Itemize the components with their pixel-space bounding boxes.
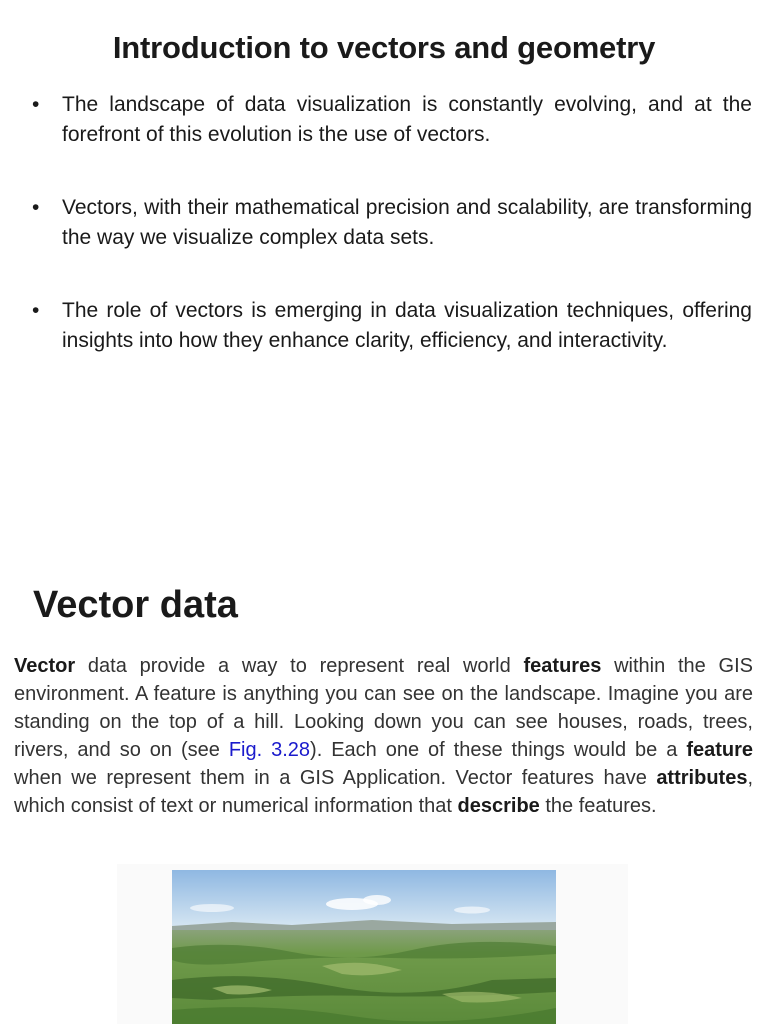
landscape-photo [172, 870, 556, 1024]
para-text: within the GIS environment. A feature is anything you can see on the landscape. Imagine you are standing on the top of a hill. Looking down you can see houses, roads, trees, rivers, and so on (see [14, 655, 753, 761]
figure-link[interactable]: Fig. 3.28 [228, 739, 311, 761]
bold-term: Vector [14, 655, 76, 677]
bullet-dot-icon: • [32, 299, 40, 322]
para-text: the features. [539, 795, 657, 817]
bold-term: features [523, 655, 602, 677]
bullet-item [32, 90, 752, 150]
intro-bullet-list [32, 90, 752, 399]
bullet-dot-icon: • [32, 196, 40, 219]
bullet-dot-icon: • [32, 93, 40, 116]
para-text: , which consist of text or numerical information that [14, 767, 753, 817]
landscape-photo-graphic [172, 870, 556, 1024]
para-text: data provide a way to represent real world [75, 655, 524, 677]
bullet-item [32, 296, 752, 356]
bold-term: attributes [656, 767, 748, 789]
page-title: Introduction to vectors and geometry [112, 30, 656, 65]
bold-term: feature [686, 739, 754, 761]
para-text: when we represent them in a GIS Application. Vector features have [14, 767, 657, 789]
bullet-item [32, 193, 752, 253]
section-heading: Vector data [33, 584, 238, 626]
bullet-text: The landscape of data visualization is constantly evolving, and at the forefront of this evolution is the use of vectors. [62, 93, 752, 146]
vector-data-paragraph [14, 652, 753, 820]
bullet-text: Vectors, with their mathematical precision and scalability, are transforming the way we visualize complex data sets. [62, 196, 752, 249]
bold-term: describe [457, 795, 540, 817]
para-text: ). Each one of these things would be a [310, 739, 687, 761]
bullet-text: The role of vectors is emerging in data visualization techniques, offering insights into how they enhance clarity, efficiency, and interactivity. [62, 299, 752, 352]
